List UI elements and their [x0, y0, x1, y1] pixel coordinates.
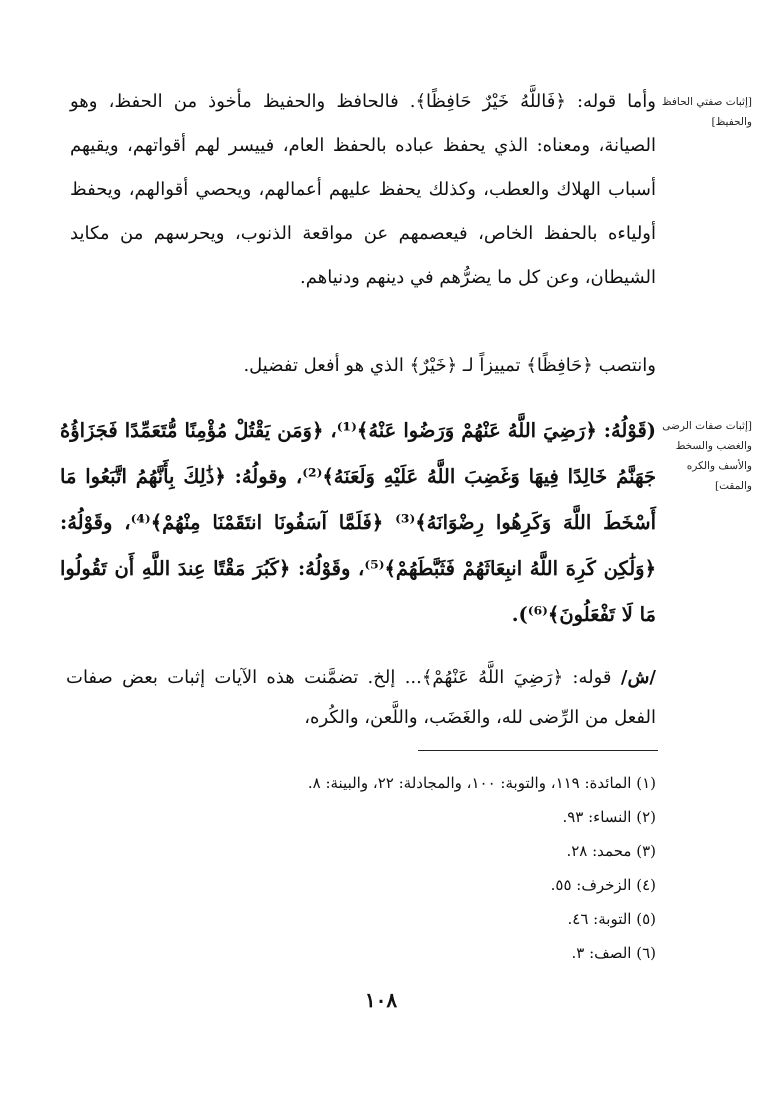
margin-note-preserver-attributes: [إثبات صفتي الحافظ والحفيظ] [661, 96, 752, 128]
paragraph-preserver-explanation: وأما قوله: ﴿فَاللَّهُ خَيْرٌ حَافِظًا﴾. فالحافظ والحفيظ مأخوذ من الحفظ، وهو الصيانة، ومعناه: الذي يحفظ عباده بالحفظ العام، فييسر لهم أقواتهم، ويقيهم أسباب الهلاك والعطب، وكذلك يحفظ عليهم أعمالهم، ويحصي أقوالهم، ويحفظ أولياءه بالحفظ الخاص، فيعصمهم عن مواقعة الذنوب، ويحرسهم من مكايد الشيطان، وعن كل ما يضرُّهم في دينهم ودنياهم. [70, 91, 656, 288]
page-number: ١٠٨ [364, 988, 398, 1012]
footnote-item: (١) المائدة: ١١٩، والتوبة: ١٠٠، والمجادلة: ٢٢، والبينة: ٨. [307, 774, 656, 792]
footnote-item: (٣) محمد: ٢٨. [566, 842, 656, 860]
sharh-text: قوله: ﴿رَضِيَ اللَّهُ عَنْهُمْ﴾... إلخ. تضمَّنت هذه الآيات إثبات بعض صفات الفعل من الرِّضى لله، والغَضَب، واللَّعن، والكُره، [66, 667, 656, 728]
margin-note-pleasure-anger-attributes: [إثبات صفات الرضى والغضب والسخط والأسف والكره والمقت] [662, 420, 752, 492]
footnote-separator [418, 750, 658, 751]
paragraph-sharh-commentary [66, 658, 656, 738]
paragraph-matn-verses: (قَوْلُهُ: ﴿رَضِيَ اللَّهُ عَنْهُمْ وَرَضُوا عَنْهُ﴾⁽¹⁾، ﴿وَمَن يَقْتُلْ مُؤْمِنًا مُّتَعَمِّدًا فَجَزَاؤُهُ جَهَنَّمُ خَالِدًا فِيهَا وَغَضِبَ اللَّهُ عَلَيْهِ وَلَعَنَهُ﴾⁽²⁾، وقولُهُ: ﴿ذَٰلِكَ بِأَنَّهُمُ اتَّبَعُوا مَا أَسْخَطَ اللَّهَ وَكَرِهُوا رِضْوَانَهُ﴾⁽³⁾ ﴿فَلَمَّا آسَفُونَا انتَقَمْنَا مِنْهُمْ﴾⁽⁴⁾، وقَوْلُهُ: ﴿وَلَٰكِن كَرِهَ اللَّهُ انبِعَاثَهُمْ فَثَبَّطَهُمْ﴾⁽⁵⁾، وقَوْلُهُ: ﴿كَبُرَ مَقْتًا عِندَ اللَّهِ أَن تَقُولُوا مَا لَا تَفْعَلُونَ﴾⁽⁶⁾). [60, 419, 657, 626]
footnote-item: (٢) النساء: ٩٣. [562, 808, 656, 826]
footnote-item: (٤) الزخرف: ٥٥. [550, 876, 656, 894]
footnotes-list [200, 766, 656, 970]
paragraph-grammar-note: وانتصب ﴿حَافِظًا﴾ تمييزاً لـ ﴿خَيْرٌ﴾ الذي هو أفعل تفضيل. [243, 355, 656, 376]
footnote-item: (٥) التوبة: ٤٦. [567, 910, 656, 928]
footnote-item: (٦) الصف: ٣. [571, 944, 656, 962]
sharh-marker: /ش/ [620, 667, 656, 688]
